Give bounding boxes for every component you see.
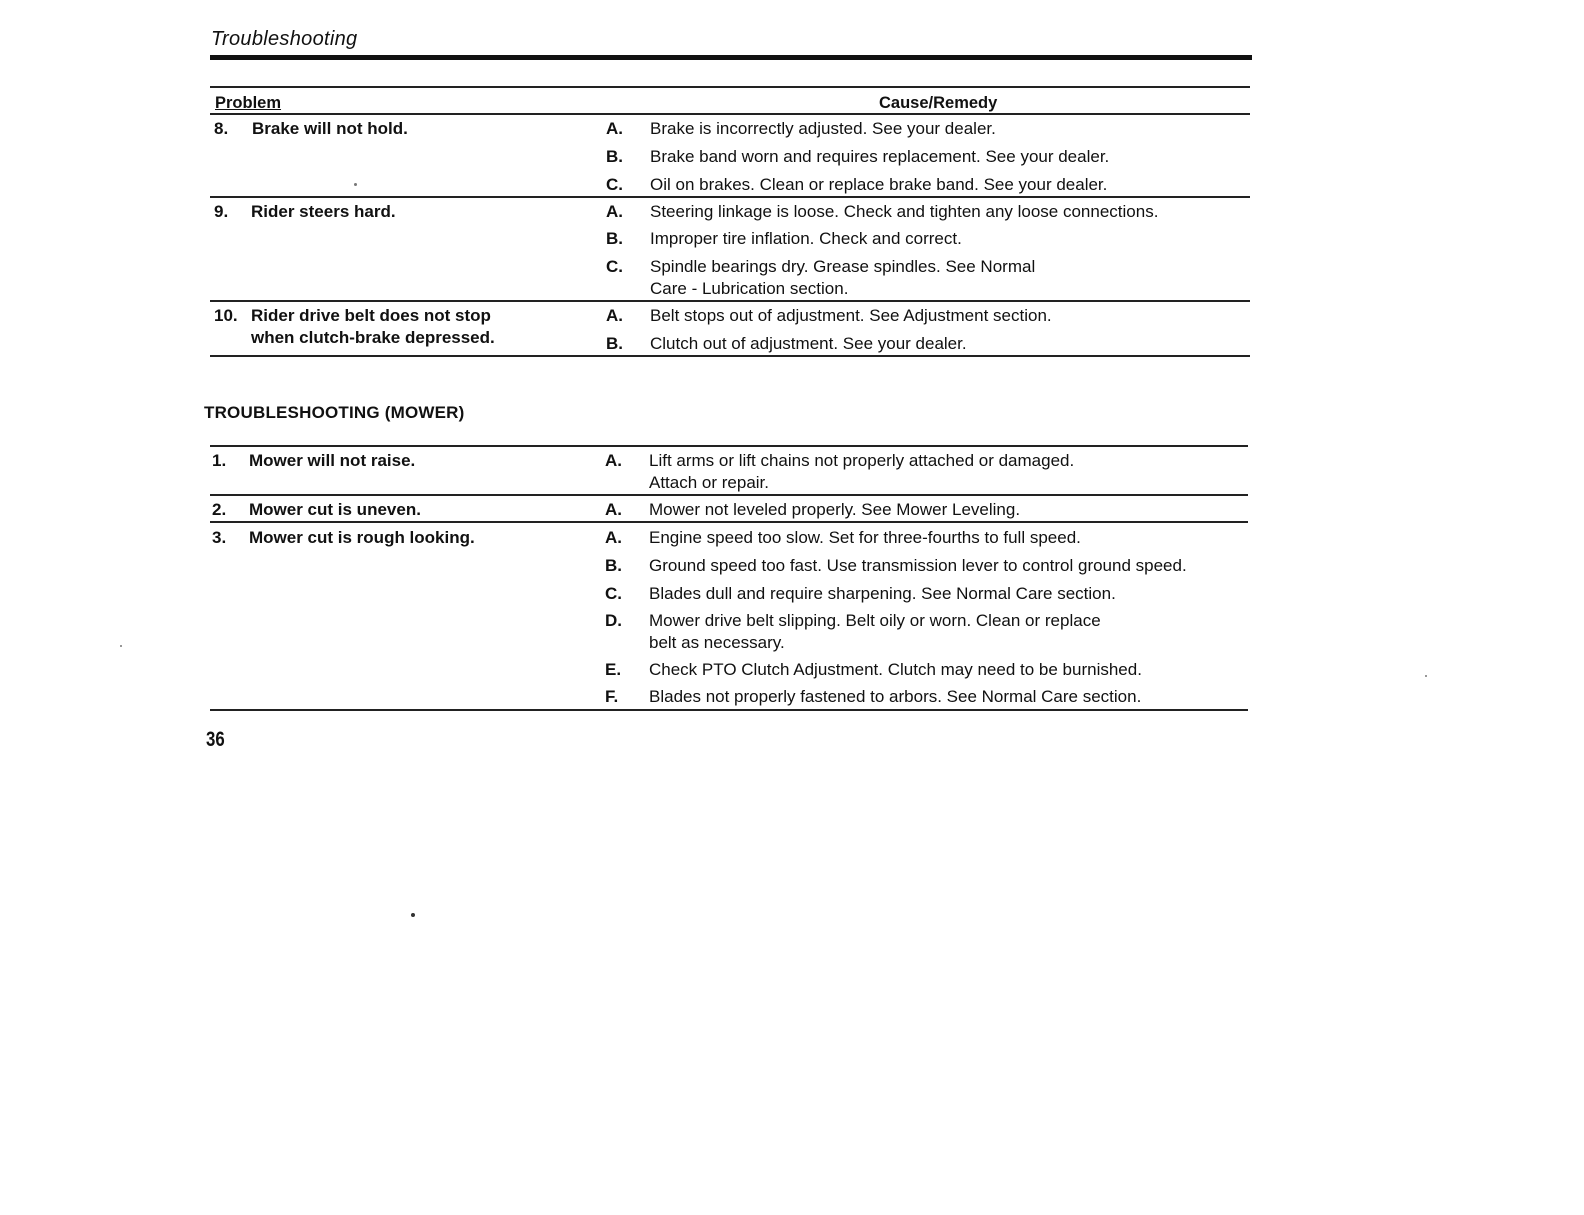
table-bottom-rule [210, 709, 1248, 711]
page-title: Troubleshooting [211, 28, 358, 50]
problem-number: 2. [212, 500, 227, 519]
problem-number: 3. [212, 528, 227, 547]
cause-text: Mower not leveled properly. See Mower Leveling. [649, 500, 1021, 519]
problem-text: Mower cut is rough looking. [249, 528, 475, 547]
problem-text: Rider drive belt does not stop [251, 306, 491, 325]
scan-speck [354, 183, 357, 186]
cause-letter: A. [605, 451, 622, 470]
cause-remedy-header: Cause/Remedy [879, 94, 998, 112]
cause-text: Brake band worn and requires replacement. See your dealer. [650, 147, 1110, 166]
cause-letter: A. [606, 119, 623, 138]
cause-text: Blades dull and require sharpening. See Normal Care section. [649, 584, 1116, 603]
cause-text: Steering linkage is loose. Check and tighten any loose connections. [650, 202, 1159, 221]
row-divider [210, 494, 1248, 496]
cause-text: Blades not properly fastened to arbors. See Normal Care section. [649, 687, 1142, 706]
problem-text: Rider steers hard. [251, 202, 396, 221]
cause-text: Ground speed too fast. Use transmission lever to control ground speed. [649, 556, 1187, 575]
cause-letter: F. [605, 687, 619, 706]
problem-text: Mower will not raise. [249, 451, 416, 470]
cause-text: Spindle bearings dry. Grease spindles. See Normal [650, 257, 1036, 276]
problem-number: 8. [214, 119, 229, 138]
cause-letter: A. [606, 202, 623, 221]
cause-text: Clutch out of adjustment. See your dealer. [650, 334, 967, 353]
table-bottom-rule [210, 355, 1250, 357]
cause-text-continued: Care - Lubrication section. [650, 279, 849, 298]
problem-number: 1. [212, 451, 227, 470]
cause-letter: B. [605, 556, 622, 575]
table-top-rule [210, 445, 1248, 447]
scan-speck [411, 913, 415, 917]
page-number: 36 [206, 728, 225, 751]
cause-letter: B. [606, 229, 623, 248]
cause-text: Check PTO Clutch Adjustment. Clutch may need to be burnished. [649, 660, 1142, 679]
row-divider [210, 196, 1250, 198]
cause-text: Improper tire inflation. Check and correct. [650, 229, 962, 248]
cause-text: Brake is incorrectly adjusted. See your dealer. [650, 119, 996, 138]
cause-text: Belt stops out of adjustment. See Adjustment section. [650, 306, 1052, 325]
row-divider [210, 521, 1248, 523]
scan-speck [120, 645, 122, 647]
problem-text-continued: when clutch-brake depressed. [251, 328, 495, 347]
problem-number: 10. [214, 306, 238, 325]
cause-text: Oil on brakes. Clean or replace brake band. See your dealer. [650, 175, 1108, 194]
cause-letter: E. [605, 660, 622, 679]
cause-letter: C. [606, 175, 623, 194]
mower-section-title: TROUBLESHOOTING (MOWER) [204, 403, 465, 422]
title-rule [210, 55, 1252, 60]
table-top-rule [210, 86, 1250, 88]
header-rule [210, 113, 1250, 115]
cause-letter: B. [606, 147, 623, 166]
cause-text-continued: belt as necessary. [649, 633, 785, 652]
cause-text-continued: Attach or repair. [649, 473, 770, 492]
cause-letter: A. [605, 500, 622, 519]
cause-letter: B. [606, 334, 623, 353]
scan-speck [1425, 675, 1427, 677]
problem-number: 9. [214, 202, 229, 221]
cause-letter: A. [605, 528, 622, 547]
cause-text: Mower drive belt slipping. Belt oily or worn. Clean or replace [649, 611, 1101, 630]
row-divider [210, 300, 1250, 302]
cause-text: Lift arms or lift chains not properly attached or damaged. [649, 451, 1075, 470]
cause-text: Engine speed too slow. Set for three-fourths to full speed. [649, 528, 1081, 547]
problem-text: Brake will not hold. [252, 119, 408, 138]
cause-letter: C. [606, 257, 623, 276]
cause-letter: C. [605, 584, 622, 603]
cause-letter: D. [605, 611, 622, 630]
problem-text: Mower cut is uneven. [249, 500, 421, 519]
problem-header: Problem [215, 94, 282, 112]
cause-letter: A. [606, 306, 623, 325]
